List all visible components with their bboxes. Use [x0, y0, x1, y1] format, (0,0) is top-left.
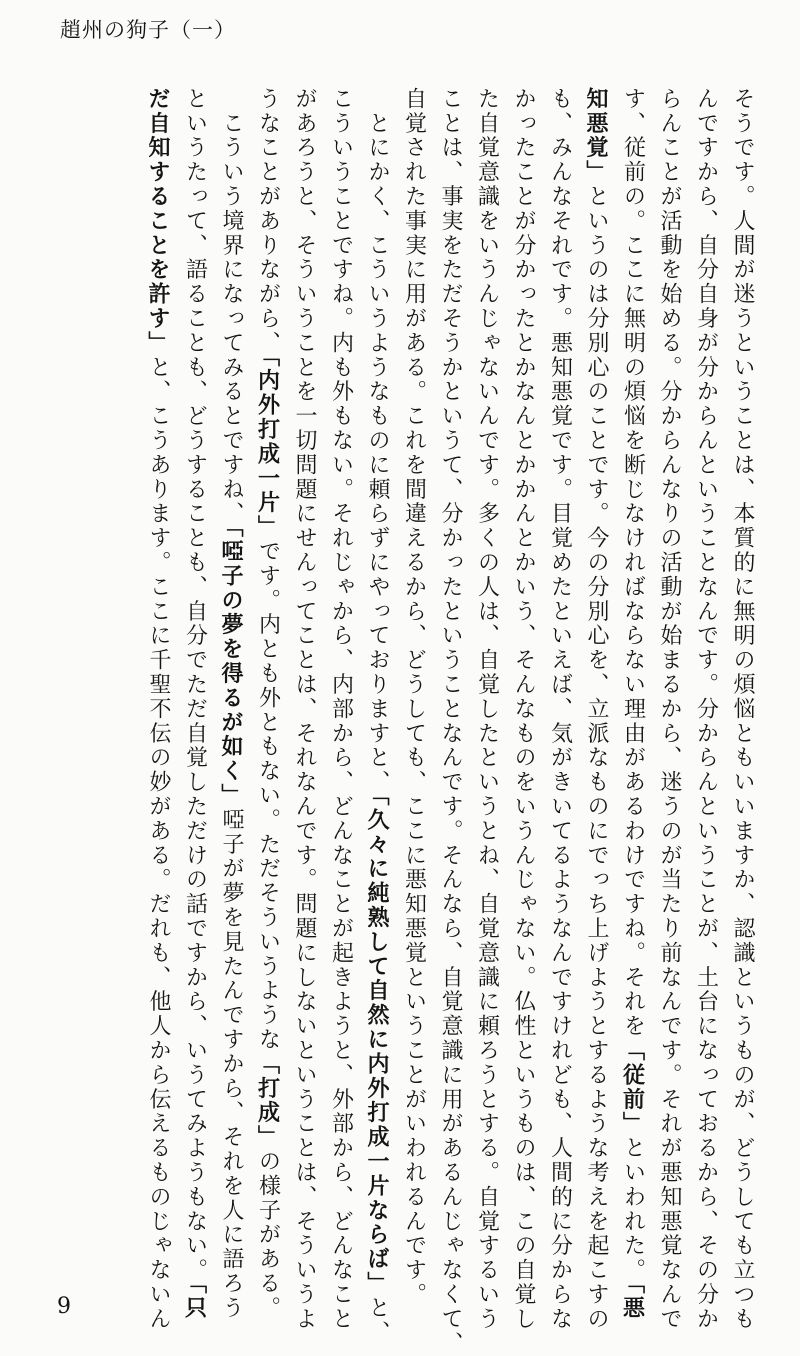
text-run: と、	[365, 1296, 390, 1345]
text-run: と、こうあります。ここに千聖不伝の妙がある。だれも、他人から伝えるものじゃないん	[146, 355, 171, 1332]
emphasized-quote: 「久々に純熟して自然に内外打成一片ならば」	[364, 794, 390, 1297]
text-run: 啞子が夢を見たんですから、それを人に語ろう	[219, 808, 244, 1321]
text-run: 自覚された事実に用がある。これを間違えるから、どうしても、ここに悪知悪覚ということがいわれるんです。	[401, 87, 427, 1307]
text-run: とにかく、こういうようなものに頼らずにやっておりますと、	[365, 87, 390, 795]
emphasized-quote: 「従前」	[619, 1038, 646, 1137]
text-run: らんことが活動を始める。分からんなりの活動が始まるから、迷うのが当たり前なんです。それが悪知悪覚なんで	[657, 87, 682, 1332]
text-run: んですから、自分自身が分からんということなんです。分からんということが、土台になっておるから、その分か	[693, 87, 719, 1332]
emphasized-quote: 「悪	[619, 1282, 646, 1321]
text-column	[249, 87, 286, 1321]
text-column	[140, 87, 177, 1332]
text-column	[687, 87, 724, 1332]
text-column	[322, 87, 359, 1332]
page-number: 9	[57, 1294, 71, 1319]
text-run: ことは、事実をただそうかというて、分かったということなんです。そんなら、自覚意識に用があるんじゃなくて、	[438, 87, 463, 1356]
text-run: そうです。人間が迷うということは、本質的に無明の煩悩ともいいますか、認識というものが、どうしても立つも	[730, 87, 755, 1332]
text-column	[578, 87, 615, 1332]
text-column	[432, 87, 469, 1356]
running-header-title: 趙州の狗子（一）	[60, 18, 236, 42]
emphasized-quote: 「只	[181, 1282, 208, 1321]
text-column	[286, 87, 323, 1332]
text-run: というのは分別心のことです。今の分別心を、立派なものにでっち上げようとするような考えを起こすの	[584, 184, 609, 1332]
text-column	[505, 87, 542, 1332]
text-column	[724, 87, 761, 1332]
text-run: といわれた。	[620, 1136, 646, 1283]
text-run: こういうことですね。内も外もない。それじゃから、内部から、どんなことが起きようと、外部から、どんなこと	[328, 87, 354, 1332]
text-run: こういう境界になってみるとですね、	[219, 87, 244, 527]
text-column	[468, 87, 505, 1332]
text-run: す、従前の。ここに無明の煩悩を断じなければならない理由があるわけですね。それを	[620, 87, 646, 1039]
emphasized-quote: 「内外打成一片」	[254, 355, 281, 540]
text-column	[213, 87, 250, 1321]
text-run: も、みんなそれです。悪知悪覚です。目覚めたといえば、気がきいてるようなんですけれども、人間的に分からな	[547, 87, 573, 1332]
emphasized-quote: 「啞子の夢を得るが如く」	[218, 526, 244, 809]
text-column	[395, 87, 432, 1307]
text-run: た自覚意識をいうんじゃないんです。多くの人は、自覚したというとね、自覚意識に頼ろうとする。自覚するいう	[474, 87, 500, 1332]
text-column	[614, 87, 651, 1321]
text-column	[651, 87, 688, 1332]
text-column	[176, 87, 213, 1321]
text-run: があろうと、そういうことを一切問題にせんってことは、それなんです。問題にしないということは、そういうよ	[292, 87, 317, 1332]
text-column	[359, 87, 396, 1345]
text-column	[541, 87, 578, 1332]
text-run: かったことが分かったとかなんとかかんとかいう、そんなものをいうんじゃない。仏性というものは、この自覚し	[511, 87, 536, 1332]
text-run: というたって、語ることも、どうすることも、自分でただ自覚しただけの話ですから、いうてみようもない。	[182, 87, 208, 1283]
emphasized-quote: 「打成」	[254, 1052, 281, 1150]
text-run: の様子がある。	[255, 1149, 281, 1321]
text-run: です。内とも外ともない。ただそういうような	[255, 539, 281, 1053]
emphasized-quote: だ自知することを許す」	[145, 87, 171, 356]
text-run: うなことがありながら、	[255, 87, 281, 356]
emphasized-quote: 知悪覚」	[583, 87, 609, 185]
vertical-body-text	[54, 87, 760, 1356]
